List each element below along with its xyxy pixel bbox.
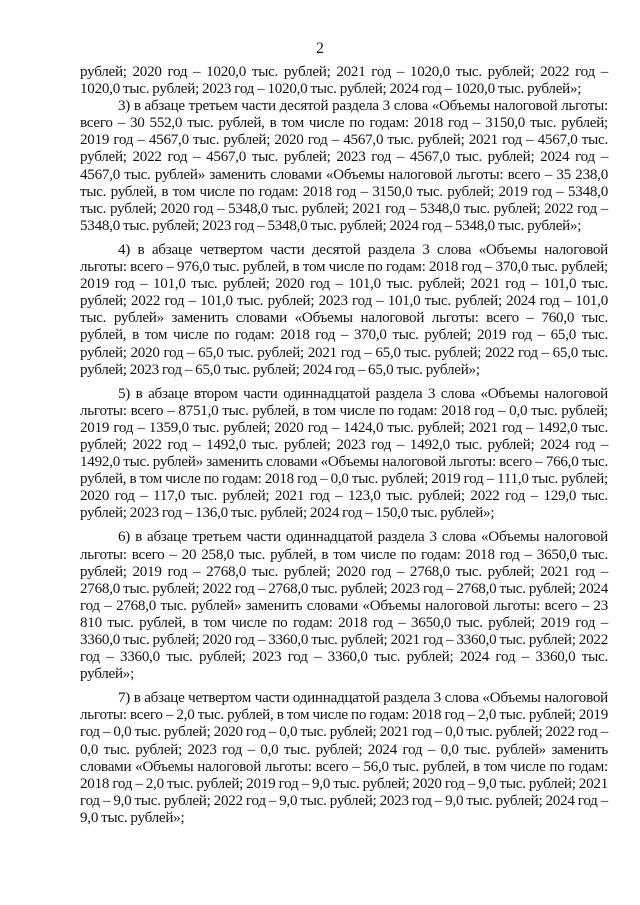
paragraph-item-6: 6) в абзаце третьем части одиннадцатой раздела 3 слова «Объемы налоговой льготы: всего – 20 258,0 тыс. рублей, в том числе по годам: 2018 год – 3650,0 тыс. рублей; 2019 год – 2768,0 тыс. рублей; 2020 год – 2768,0 тыс. рублей; 2021 год – 2768,0 тыс. рублей; 2022 год – 2768,0 тыс. рублей; 2023 год – 2768,0 тыс. рублей; 2024 год – 2768,0 тыс. рублей» заменить словами «Объемы налоговой льготы: всего – 23 810 тыс. рублей, в том числе по годам: 2018 год – 3650,0 тыс. рублей; 2019 год – 3360,0 тыс. рублей; 2020 год – 3360,0 тыс. рублей; 2021 год – 3360,0 тыс. рублей; 2022 год – 3360,0 тыс. рублей; 2023 год – 3360,0 тыс. рублей; 2024 год – 3360,0 тыс. рублей»; — [80, 529, 608, 683]
paragraph-continuation: рублей; 2020 год – 1020,0 тыс. рублей; 2021 год – 1020,0 тыс. рублей; 2022 год – 1020,0 тыс. рублей; 2023 год – 1020,0 тыс. рублей; 2024 год – 1020,0 тыс. рублей»; — [80, 64, 608, 98]
paragraph-item-7: 7) в абзаце четвертом части одиннадцатой раздела 3 слова «Объемы налоговой льготы: всего – 2,0 тыс. рублей, в том числе по годам: 2018 год – 2,0 тыс. рублей; 2019 год – 0,0 тыс. рублей; 2020 год – 0,0 тыс. рублей; 2021 год – 0,0 тыс. рублей; 2022 год – 0,0 тыс. рублей; 2023 год – 0,0 тыс. рублей; 2024 год – 0,0 тыс. рублей» заменить словами «Объемы налоговой льготы: всего – 56,0 тыс. рублей, в том числе по годам: 2018 год – 2,0 тыс. рублей; 2019 год – 9,0 тыс. рублей; 2020 год – 9,0 тыс. рублей; 2021 год – 9,0 тыс. рублей; 2022 год – 9,0 тыс. рублей; 2023 год – 9,0 тыс. рублей; 2024 год – 9,0 тыс. рублей»; — [80, 690, 608, 826]
paragraph-item-5: 5) в абзаце втором части одиннадцатой раздела 3 слова «Объемы налоговой льготы: всего – 8751,0 тыс. рублей, в том числе по годам: 2018 год – 0,0 тыс. рублей; 2019 год – 1359,0 тыс. рублей; 2020 год – 1424,0 тыс. рублей; 2021 год – 1492,0 тыс. рублей; 2022 год – 1492,0 тыс. рублей; 2023 год – 1492,0 тыс. рублей; 2024 год – 1492,0 тыс. рублей» заменить словами «Объемы налоговой льготы: всего – 766,0 тыс. рублей, в том числе по годам: 2018 год – 0,0 тыс. рублей; 2019 год – 111,0 тыс. рублей; 2020 год – 117,0 тыс. рублей; 2021 год – 123,0 тыс. рублей; 2022 год – 129,0 тыс. рублей; 2023 год – 136,0 тыс. рублей; 2024 год – 150,0 тыс. рублей»; — [80, 385, 608, 522]
paragraph-item-3: 3) в абзаце третьем части десятой раздела 3 слова «Объемы налоговой льготы: всего – 30 552,0 тыс. рублей, в том числе по годам: 2018 год – 3150,0 тыс. рублей; 2019 год – 4567,0 тыс. рублей; 2020 год – 4567,0 тыс. рублей; 2021 год – 4567,0 тыс. рублей; 2022 год – 4567,0 тыс. рублей; 2023 год – 4567,0 тыс. рублей; 2024 год – 4567,0 тыс. рублей» заменить словами «Объемы налоговой льготы: всего – 35 238,0 тыс. рублей, в том числе по годам: 2018 год – 3150,0 тыс. рублей; 2019 год – 5348,0 тыс. рублей; 2020 год – 5348,0 тыс. рублей; 2021 год – 5348,0 тыс. рублей; 2022 год – 5348,0 тыс. рублей; 2023 год – 5348,0 тыс. рублей; 2024 год – 5348,0 тыс. рублей»; — [80, 98, 608, 234]
paragraph-item-4: 4) в абзаце четвертом части десятой раздела 3 слова «Объемы налоговой льготы: всего – 976,0 тыс. рублей, в том числе по годам: 2018 год – 370,0 тыс. рублей; 2019 год – 101,0 тыс. рублей; 2020 год – 101,0 тыс. рублей; 2021 год – 101,0 тыс. рублей; 2022 год – 101,0 тыс. рублей; 2023 год – 101,0 тыс. рублей; 2024 год – 101,0 тыс. рублей» заменить словами «Объемы налоговой льготы: всего – 760,0 тыс. рублей, в том числе по годам: 2018 год – 370,0 тыс. рублей; 2019 год – 65,0 тыс. рублей; 2020 год – 65,0 тыс. рублей; 2021 год – 65,0 тыс. рублей; 2022 год – 65,0 тыс. рублей; 2023 год – 65,0 тыс. рублей; 2024 год – 65,0 тыс. рублей»; — [80, 241, 608, 378]
document-body — [80, 64, 608, 827]
page-number: 2 — [316, 40, 324, 57]
